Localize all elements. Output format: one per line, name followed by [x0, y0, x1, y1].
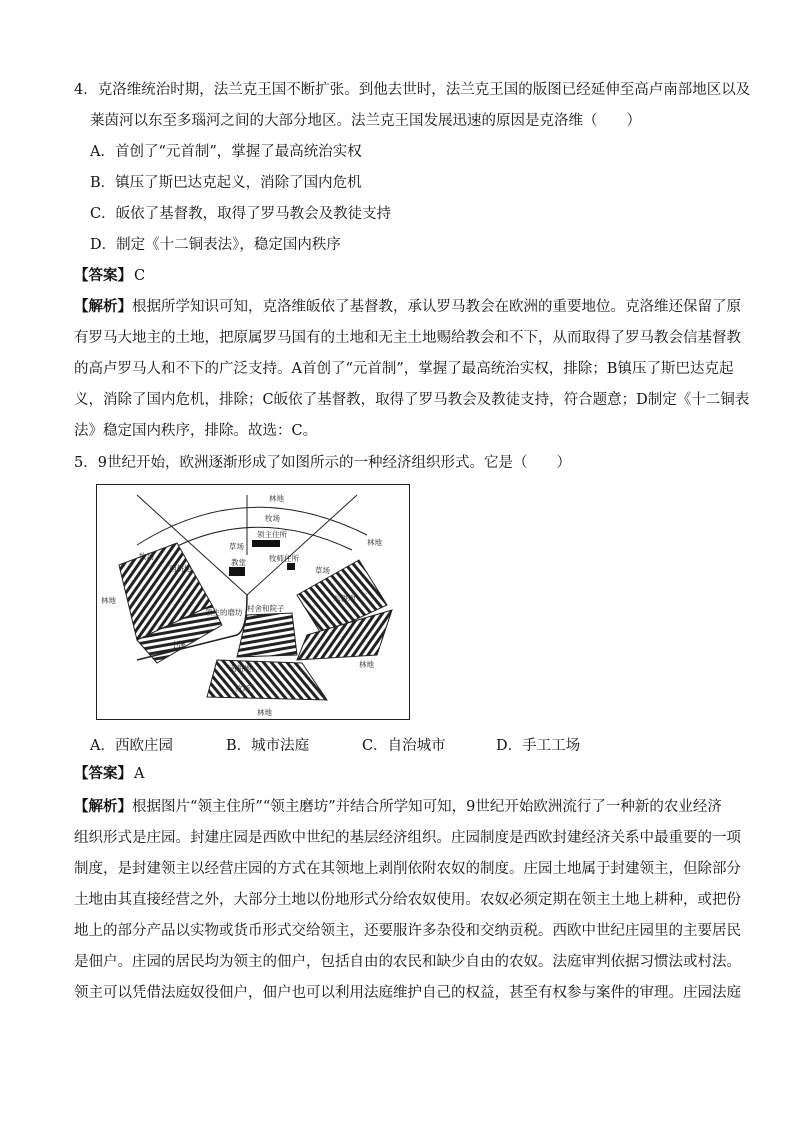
map-label-forest-right: 林地	[367, 538, 382, 547]
map-label-stream: 小溪	[171, 640, 186, 649]
analysis-tag: 【解析】	[74, 798, 132, 815]
question-4-analysis-line-1	[74, 297, 741, 317]
map-label-west-field: 西耕地	[169, 564, 192, 573]
question-4-stem-line-1: 4．克洛维统治时期，法兰克王国不断扩张。到他去世时，法兰克王国的版图已经延伸至高卢南部地区以及	[74, 82, 751, 98]
question-5-analysis-line-5: 地上的部分产品以实物或货币形式交给领主，还要服许多杂役和交纳贡税。西欧中世纪庄园里的主要居民	[74, 923, 741, 939]
question-4-option-b: B．镇压了斯巴达克起义，消除了国内危机	[90, 175, 362, 191]
question-4-analysis-line-2: 有罗马大地主的土地，把原属罗马国有的土地和无主土地赐给教会和不下，从而取得了罗马教会信基督教	[74, 330, 741, 346]
map-label-meadow-left: 草场	[229, 542, 244, 551]
question-5-option-a: A．西欧庄园	[90, 738, 173, 754]
question-5-options	[90, 734, 650, 754]
map-label-forest-left: 林地	[101, 596, 116, 605]
question-4-analysis-line-3: 的高卢罗马人和不下的广泛支持。A首创了“元首制”，掌握了最高统治实权，排除；B镇压了斯巴达克起	[74, 361, 734, 377]
map-label-lord-house: 领主住所	[257, 530, 287, 539]
map-label-priest-house: 牧师住所	[269, 554, 299, 563]
question-4-answer	[74, 266, 145, 286]
answer-tag: 【答案】	[74, 267, 132, 284]
question-5-analysis-line-3: 制度，是封建领主以经营庄园的方式在其领地上剥削依附农奴的制度。庄园土地属于封建领主，但除部分	[74, 861, 741, 877]
manor-map-figure	[96, 484, 410, 720]
map-label-meadow-right: 草场	[315, 566, 330, 575]
manor-map-svg	[97, 485, 409, 719]
map-label-forest-top: 林地	[269, 494, 284, 503]
question-4-option-c: C．皈依了基督教，取得了罗马教会及教徒支持	[90, 206, 392, 222]
analysis-text: 根据所学知识可知，克洛维皈依了基督教，承认罗马教会在欧洲的重要地位。克洛维还保留了原	[132, 299, 741, 315]
question-5-option-b: B．城市法庭	[226, 738, 310, 754]
question-5-analysis-line-2: 组织形式是庄园。封建庄园是西欧中世纪的基层经济组织。庄园制度是西欧封建经济关系中最重要的一项	[74, 830, 741, 846]
map-label-pasture-bottom: 牧场	[235, 684, 250, 693]
analysis-tag: 【解析】	[74, 298, 132, 315]
map-label-church: 教堂	[231, 558, 246, 567]
map-label-forest-bottom: 林地	[257, 708, 272, 717]
answer-value: C	[134, 268, 146, 284]
question-5-analysis-line-4: 土地由其直接经营之外，大部分土地以份地形式分给农奴使用。农奴必须定期在领主土地上耕种，或把份	[74, 892, 741, 908]
answer-tag: 【答案】	[74, 765, 132, 782]
south-field-shape	[207, 660, 327, 700]
question-4-option-d: D．制定《十二铜表法》，稳定国内秩序	[90, 237, 341, 253]
answer-value: A	[134, 766, 145, 782]
question-5-stem: 5．9世纪开始，欧洲逐渐形成了如图所示的一种经济组织形式。它是（ ）	[74, 455, 571, 471]
map-label-east-field: 东耕地	[333, 594, 356, 603]
question-5-analysis-line-7: 领主可以凭借法庭奴役佃户，佃户也可以利用法庭维护自己的权益，甚至有权参与案件的审理。庄园法庭	[74, 985, 741, 1001]
question-4-option-a: A．首创了“元首制”，掌握了最高统治实权	[90, 144, 362, 160]
map-label-village: 村舍和院子	[247, 604, 285, 613]
question-4-stem-line-2: 莱茵河以东至多瑙河之间的大部分地区。法兰克王国发展迅速的原因是克洛维（ ）	[90, 113, 641, 129]
question-5-option-d: D．手工工场	[496, 738, 581, 754]
analysis-text: 根据图片“领主住所”“领主磨坊”并结合所学知可知，9世纪开始欧洲流行了一种新的农业经济	[132, 799, 722, 815]
question-5-analysis-line-6: 是佃户。庄园的居民均为领主的佃户，包括自由的农民和缺少自由的农奴。法庭审判依据习惯法或村法。	[74, 954, 741, 970]
question-5-analysis-line-1	[74, 797, 722, 817]
map-label-lord-mill: 领主的磨坊	[205, 608, 243, 617]
question-5-answer	[74, 764, 144, 784]
question-5-option-c: C．自治城市	[362, 738, 446, 754]
map-label-forest-right-low: 林地	[359, 660, 374, 669]
map-label-pasture-left: 牧场	[139, 552, 154, 561]
question-4-analysis-line-4: 义，消除了国内危机，排除；C皈依了基督教，取得了罗马教会及教徒支持，符合题意；D制定《十二铜表	[74, 392, 750, 408]
map-label-pasture-top: 牧场	[265, 514, 280, 523]
question-4-analysis-line-5: 法》稳定国内秩序，排除。故选：C。	[74, 423, 318, 439]
map-label-south-field: 南耕地	[229, 664, 252, 673]
